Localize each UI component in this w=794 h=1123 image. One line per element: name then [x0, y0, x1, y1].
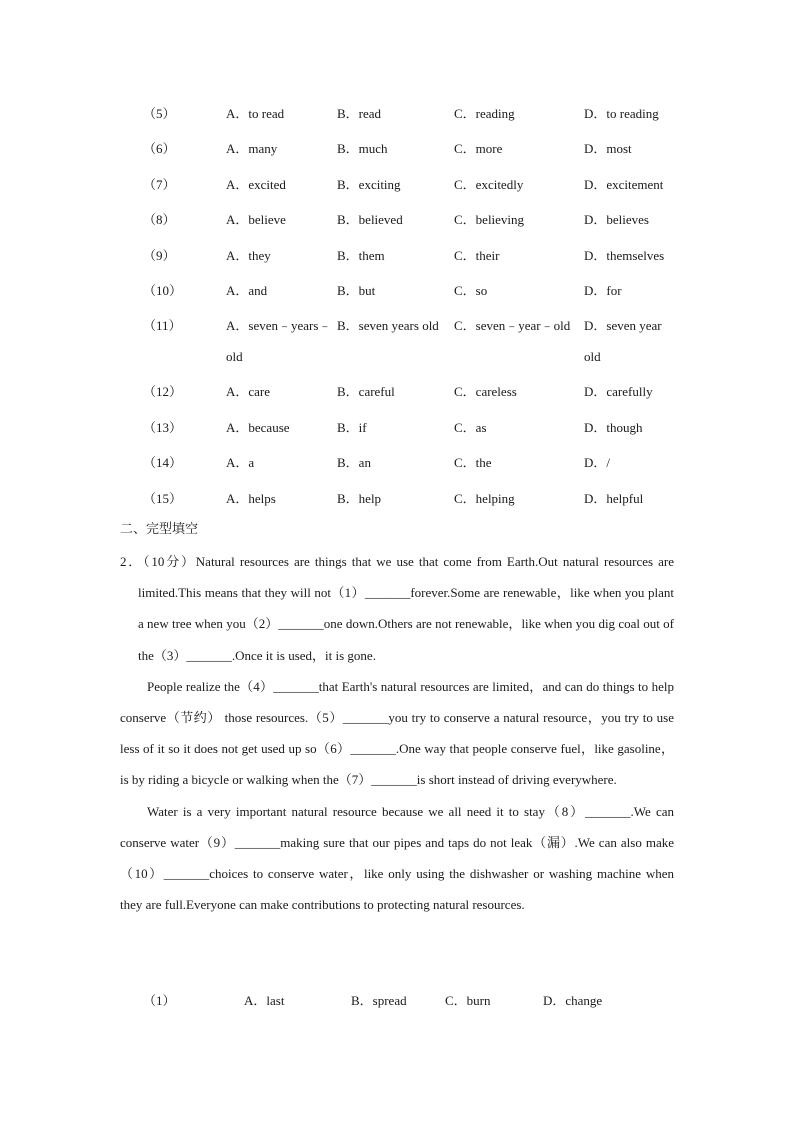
- option-a: A．helps: [226, 490, 276, 506]
- option-d: D．change: [543, 993, 603, 1008]
- question-row: [143, 96, 683, 131]
- question-number: （6）: [143, 141, 176, 157]
- option-b: B．help: [337, 490, 382, 506]
- question-row: [143, 167, 683, 202]
- option-a: A．they: [226, 247, 271, 263]
- option-a: A．seven﹣years﹣old: [226, 318, 332, 365]
- option-c: C．reading: [454, 106, 515, 121]
- option-d: D．to reading: [584, 106, 659, 121]
- option-b: B．them: [337, 247, 385, 263]
- question-row: [143, 273, 683, 308]
- option-b: B．read: [337, 106, 382, 121]
- option-d: D．believes: [584, 212, 649, 228]
- option-b: B．seven years old: [337, 318, 439, 334]
- option-a: A．to read: [226, 106, 285, 121]
- question-row: [143, 238, 683, 273]
- question-number: （12）: [143, 384, 183, 400]
- option-c: C．burn: [445, 993, 491, 1008]
- option-b: B．believed: [337, 212, 403, 228]
- option-d: D．though: [584, 419, 643, 435]
- option-d: D．themselves: [584, 247, 665, 263]
- option-b: B．much: [337, 141, 388, 157]
- option-a: A．excited: [226, 176, 286, 192]
- option-b: B．if: [337, 419, 367, 435]
- answer-row: [143, 986, 643, 1016]
- question-number: （11）: [143, 318, 182, 334]
- option-b: B．exciting: [337, 176, 401, 192]
- option-c: C．excitedly: [454, 176, 524, 192]
- option-b: B．but: [337, 282, 376, 298]
- option-d: D．helpful: [584, 490, 644, 506]
- options-table: [143, 96, 683, 516]
- question-row: [143, 308, 683, 374]
- option-a: A．care: [226, 384, 271, 400]
- cloze-passage: [120, 546, 674, 920]
- question-number: （8）: [143, 212, 176, 228]
- question-number: （14）: [143, 455, 183, 471]
- option-a: A．last: [244, 993, 285, 1008]
- question-number: （1）: [143, 993, 176, 1008]
- option-a: A．because: [226, 419, 290, 435]
- question-number: （9）: [143, 247, 176, 263]
- question-row: [143, 374, 683, 409]
- passage-paragraph-3: Water is a very important natural resource because we all need it to stay（8）_______.We can conserve water（9）_______making sure that our pipes and taps do not leak（漏）.We can also make（10）_______choices to conserve water，like only using the dishwasher or washing machine when they are full.Everyone can make contributions to protecting natural resources.: [120, 803, 674, 913]
- option-b: B．an: [337, 455, 371, 471]
- option-d: D．excitement: [584, 176, 664, 192]
- option-c: C．believing: [454, 212, 525, 228]
- question-row: [143, 202, 683, 237]
- question-number: （7）: [143, 176, 176, 192]
- option-c: C．careless: [454, 384, 517, 400]
- option-c: C．their: [454, 247, 500, 263]
- section-title: 二、完型填空: [120, 522, 199, 537]
- option-b: B．spread: [351, 993, 407, 1008]
- passage-paragraph-1: 2．（10分）Natural resources are things that we use that come from Earth.Out natural resources are limited.This means that they will not（1）_______forever.Some are renewable，like when you plant a new tree when you（2）_______one down.Others are not renewable，like when you dig coal out of the（3）_______.Once it is used，it is gone.: [120, 554, 674, 663]
- option-a: A．believe: [226, 212, 286, 228]
- question-number: （5）: [143, 106, 176, 121]
- question-row: [143, 410, 683, 445]
- option-c: C．the: [454, 455, 492, 471]
- question-number: （10）: [143, 282, 183, 298]
- option-a: A．and: [226, 282, 268, 298]
- option-c: C．more: [454, 141, 503, 157]
- question-row: [143, 445, 683, 480]
- option-a: A．many: [226, 141, 278, 157]
- passage-paragraph-2: People realize the（4）_______that Earth's natural resources are limited，and can do things to help conserve（节约） those resources.（5）_______you try to conserve a natural resource，you try to use less of it so it does not get used up so（6）_______.One way that people conserve fuel，like gasoline，is by riding a bicycle or walking when the（7）_______is short instead of driving everywhere.: [120, 678, 674, 788]
- option-d: D．for: [584, 282, 622, 298]
- option-d: D．carefully: [584, 384, 653, 400]
- option-d: D．/: [584, 455, 611, 471]
- question-row: [143, 131, 683, 166]
- option-c: C．helping: [454, 490, 515, 506]
- question-number: （15）: [143, 490, 183, 506]
- option-d: D．seven year old: [584, 318, 662, 365]
- question-row: [143, 481, 683, 516]
- option-d: D．most: [584, 141, 632, 157]
- option-c: C．as: [454, 419, 487, 435]
- question-number: （13）: [143, 419, 183, 435]
- option-b: B．careful: [337, 384, 395, 400]
- option-a: A．a: [226, 455, 255, 471]
- option-c: C．seven﹣year﹣old: [454, 318, 571, 334]
- option-c: C．so: [454, 282, 488, 298]
